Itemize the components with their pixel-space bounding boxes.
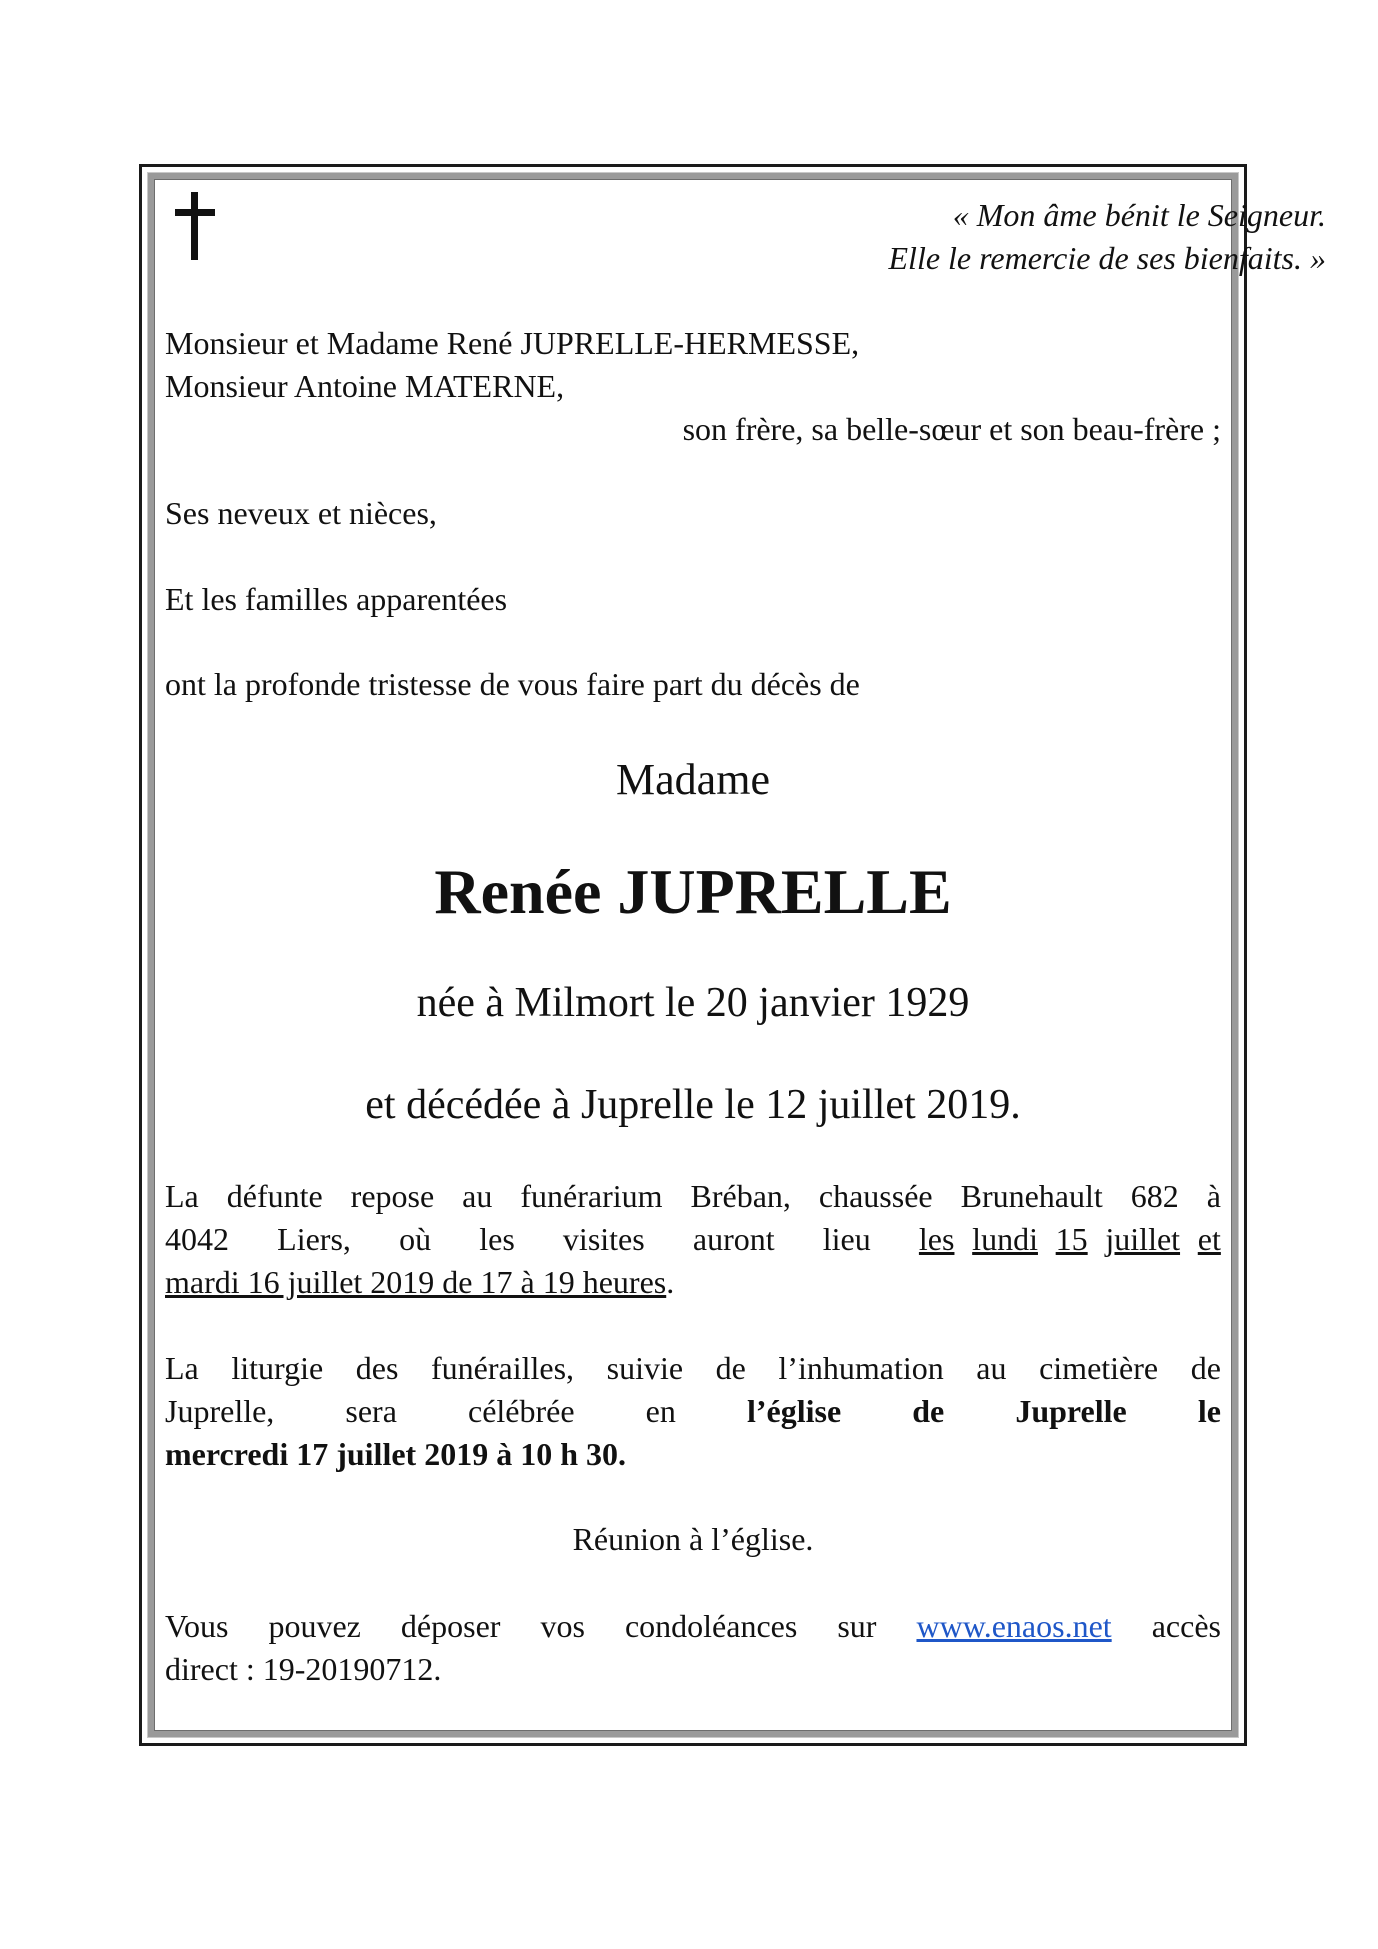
liturgy-paragraph [165,1347,1221,1476]
verse-line-1: « Mon âme bénit le Seigneur. [952,197,1326,233]
visitation-end: . [666,1264,675,1300]
liturgy-word: Juprelle, [165,1393,275,1429]
condolences-word: pouvez [268,1608,361,1644]
liturgy-word: des [355,1350,399,1386]
liturgy-bold-word: Juprelle [1015,1393,1127,1429]
visitation-word: à [1206,1178,1221,1214]
liturgy-word: en [645,1393,676,1429]
visitation-dates-word: et [1197,1221,1221,1257]
visitation-word: chaussée [818,1178,933,1214]
death-line: et décédée à Juprelle le 12 juillet 2019. [365,1082,1021,1128]
visitation-dates: mardi 16 juillet 2019 de 17 à 19 heures [165,1264,667,1300]
visitation-word: Brunehault [960,1178,1103,1214]
relatives-line: Et les familles apparentées [165,581,508,617]
family-list [165,322,1221,451]
visitation-word: au [462,1178,493,1214]
visitation-dates-word: les [918,1221,955,1257]
meeting-line: Réunion à l’église. [572,1521,814,1557]
liturgy-word: de [715,1350,746,1386]
visitation-word: défunte [226,1178,323,1214]
condolences-word: condoléances [624,1608,798,1644]
visitation-line-1 [165,1175,1221,1218]
deceased-name: Renée JUPRELLE [434,856,952,927]
family-relation: son frère, sa belle-sœur et son beau-frère ; [682,411,1221,447]
condolences-word: vos [540,1608,585,1644]
liturgy-word: sera [345,1393,397,1429]
liturgy-word: liturgie [231,1350,324,1386]
visitation-word: auront [692,1221,775,1257]
condolences-word: sur [837,1608,877,1644]
liturgy-word: suivie [606,1350,684,1386]
visitation-dates-word: 15 [1055,1221,1088,1257]
visitation-word: Liers, [277,1221,351,1257]
visitation-dates-word: juillet [1105,1221,1181,1257]
visitation-word: Bréban, [690,1178,791,1214]
deceased-title: Madame [616,755,770,804]
condolences-word: accès [1151,1608,1221,1644]
nephews-line: Ses neveux et nièces, [165,495,437,531]
visitation-line-3 [165,1261,1221,1304]
condolences-paragraph [165,1605,1221,1691]
verse-line-2: Elle le remercie de ses bienfaits. » [888,240,1326,276]
liturgy-word: La [165,1350,199,1386]
liturgy-word: au [976,1350,1007,1386]
liturgy-bold-word: le [1197,1393,1221,1429]
liturgy-line-1 [165,1347,1221,1390]
visitation-word: lieu [822,1221,871,1257]
liturgy-date: mercredi 17 juillet 2019 à 10 h 30. [165,1436,626,1472]
announcement-line: ont la profonde tristesse de vous faire part du décès de [165,666,860,702]
visitation-word: les [479,1221,515,1257]
visitation-line-2 [165,1218,1221,1261]
visitation-word: funérarium [520,1178,663,1214]
visitation-word: La [165,1178,199,1214]
liturgy-word: l’inhumation [778,1350,944,1386]
birth-line: née à Milmort le 20 janvier 1929 [416,980,970,1026]
visitation-dates-start [919,1218,1221,1261]
visitation-paragraph [165,1175,1221,1304]
condolences-line-2: direct : 19-20190712. [165,1651,442,1687]
visitation-word: repose [350,1178,435,1214]
visitation-word: 682 [1130,1178,1179,1214]
liturgy-line-2 [165,1390,1221,1433]
liturgy-word: de [1190,1350,1221,1386]
condolences-word: déposer [400,1608,501,1644]
visitation-word: 4042 [165,1221,229,1257]
liturgy-word: funérailles, [430,1350,575,1386]
bible-verse [889,194,1327,280]
liturgy-bold-word: de [912,1393,945,1429]
liturgy-word: cimetière [1039,1350,1159,1386]
enaos-link[interactable]: www.enaos.net [916,1608,1112,1644]
family-line-1: Monsieur et Madame René JUPRELLE-HERMESSE, [165,325,860,361]
condolences-line-1 [165,1605,1221,1648]
visitation-word: visites [562,1221,645,1257]
family-line-2: Monsieur Antoine MATERNE, [165,368,565,404]
visitation-dates-word: lundi [972,1221,1038,1257]
condolences-word: Vous [165,1608,229,1644]
liturgy-word: célébrée [468,1393,575,1429]
latin-cross-icon [175,192,215,262]
visitation-word: où [399,1221,432,1257]
liturgy-bold-word: l’église [746,1393,842,1429]
